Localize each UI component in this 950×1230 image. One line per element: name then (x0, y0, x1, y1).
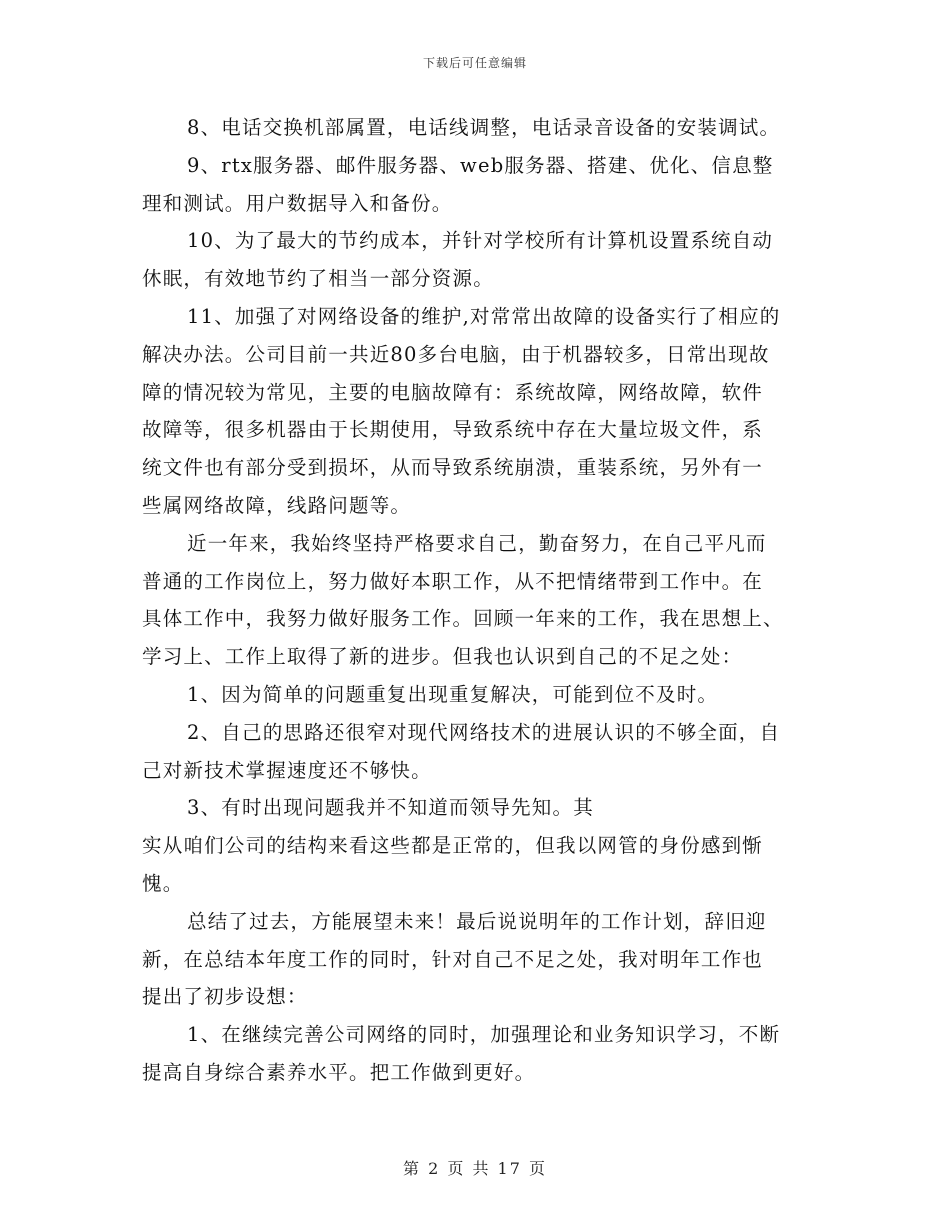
text-line: 障的情况较为常见，主要的电脑故障有：系统故障，网络故障，软件 (142, 380, 764, 404)
text-line: 己对新技术掌握速度还不够快。 (142, 758, 432, 782)
text-line: 新，在总结本年度工作的同时，针对自己不足之处，我对明年工作也 (142, 947, 764, 971)
text-line: 11、加强了对网络设备的维护,对常常出故障的设备实行了相应的 (187, 304, 781, 328)
text-line: 总结了过去，方能展望未来！最后说说明年的工作计划，辞旧迎 (187, 909, 767, 933)
page-footer: 第 2 页 共 17 页 (403, 1159, 547, 1178)
text-line: 统文件也有部分受到损坏，从而导致系统崩溃，重装系统，另外有一 (142, 456, 764, 480)
text-line: 2、自己的思路还很窄对现代网络技术的进展认识的不够全面，自 (187, 720, 781, 744)
text-line: 故障等，很多机器由于长期使用，导致系统中存在大量垃圾文件，系 (142, 418, 764, 442)
text-line: 具体工作中，我努力做好服务工作。回顾一年来的工作，我在思想上、 (142, 607, 784, 631)
text-line: 3、有时出现问题我并不知道而领导先知。其 (187, 796, 594, 820)
text-line: 理和测试。用户数据导入和备份。 (142, 191, 453, 215)
text-line: 1、因为简单的问题重复出现重复解决，可能到位不及时。 (187, 682, 719, 706)
text-line: 8、电话交换机部属置，电话线调整，电话录音设备的安装调试。 (187, 116, 781, 139)
text-line: 解决办法。公司目前一共近80多台电脑，由于机器较多，日常出现故 (142, 342, 770, 366)
text-line: 1、在继续完善公司网络的同时，加强理论和业务知识学习，不断 (187, 1023, 781, 1047)
text-line: 些属网络故障，线路问题等。 (142, 493, 412, 517)
text-line: 休眠，有效地节约了相当一部分资源。 (142, 267, 494, 291)
text-line: 愧。 (142, 871, 184, 895)
text-line: 提高自身综合素养水平。把工作做到更好。 (142, 1060, 536, 1084)
text-line: 近一年来，我始终坚持严格要求自己，勤奋努力，在自己平凡而 (187, 531, 767, 555)
text-line: 10、为了最大的节约成本，并针对学校所有计算机设置系统自动 (187, 229, 774, 253)
text-line: 实从咱们公司的结构来看这些都是正常的，但我以网管的身份感到惭 (142, 834, 764, 858)
text-line: 提出了初步设想： (142, 985, 308, 1009)
document-body (142, 109, 808, 1092)
page-header: 下载后可任意编辑 (422, 56, 527, 70)
text-line: 普通的工作岗位上，努力做好本职工作，从不把情绪带到工作中。在 (142, 569, 764, 593)
text-line: 学习上、工作上取得了新的进步。但我也认识到自己的不足之处： (142, 645, 743, 669)
text-line: 9、rtx服务器、邮件服务器、web服务器、搭建、优化、信息整 (187, 153, 774, 177)
